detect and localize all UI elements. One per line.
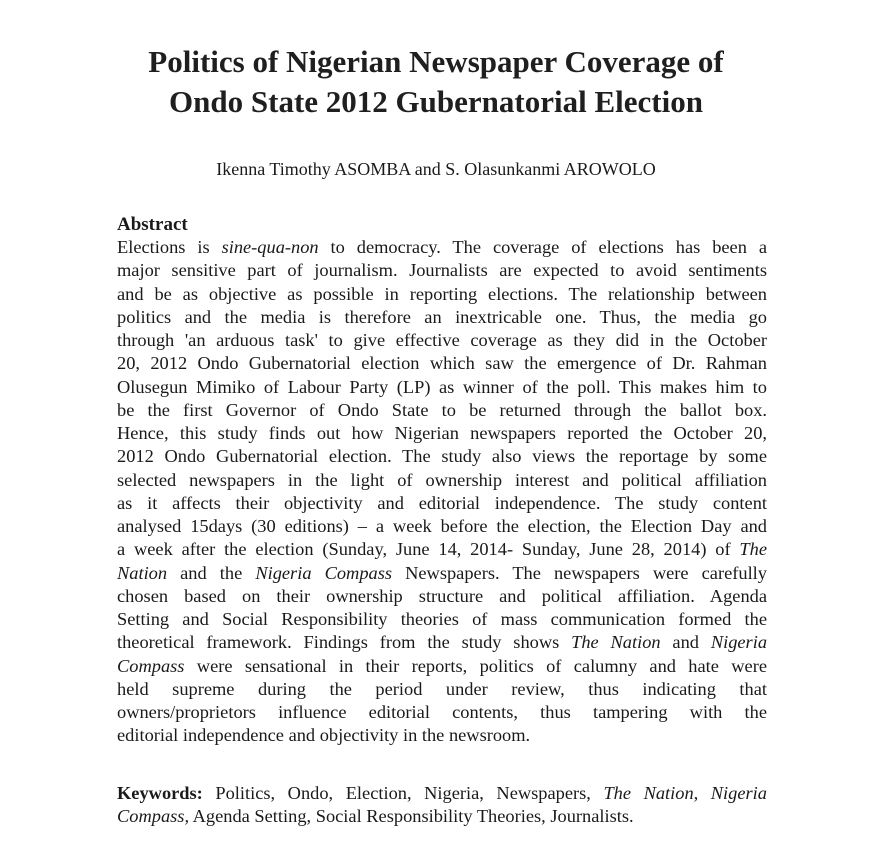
abstract-line: theoretical framework. Findings from the study shows The Nation and Nigeria (117, 632, 768, 653)
title-line-2: Ondo State 2012 Gubernatorial Election (169, 84, 703, 119)
abstract-line: selected newspapers in the light of ownership interest and political affiliation (117, 469, 767, 490)
abstract-line: held supreme during the period under review, thus indicating that (117, 678, 767, 699)
keywords-line: Keywords: Politics, Ondo, Election, Nigeria, Newspapers, The Nation, Nigeria (117, 783, 767, 803)
abstract-line: Nation and the Nigeria Compass Newspapers. The newspapers were carefully (117, 562, 767, 583)
abstract-line: as it affects their objectivity and editorial independence. The study content (117, 492, 767, 513)
abstract-line: 2012 Ondo Gubernatorial election. The study also views the reportage by some (117, 446, 767, 467)
abstract-line: a week after the election (Sunday, June 14, 2014- Sunday, June 28, 2014) of The (117, 539, 767, 560)
abstract-line: Hence, this study finds out how Nigerian newspapers reported the October 20, (117, 423, 767, 443)
keywords-line: Compass, Agenda Setting, Social Responsibility Theories, Journalists. (117, 806, 634, 827)
authors: Ikenna Timothy ASOMBA and S. Olasunkanmi AROWOLO (216, 159, 656, 179)
abstract-line: major sensitive part of journalism. Journalists are expected to avoid sentiments (117, 260, 767, 281)
abstract-heading: Abstract (117, 214, 188, 235)
title-line-1: Politics of Nigerian Newspaper Coverage of (148, 44, 724, 79)
paper-title (60, 42, 812, 122)
keywords-section (117, 782, 767, 829)
abstract-line: chosen based on their ownership structure and political affiliation. Agenda (117, 585, 767, 606)
keywords-label: Keywords: (117, 783, 203, 803)
abstract-line: and be as objective as possible in reporting elections. The relationship between (117, 283, 767, 304)
abstract-section (117, 213, 767, 748)
abstract-line: Setting and Social Responsibility theories of mass communication formed the (117, 609, 767, 629)
abstract-line: Compass were sensational in their reports, politics of calumny and hate were (117, 655, 767, 676)
abstract-line: politics and the media is therefore an inextricable one. Thus, the media go (117, 306, 767, 327)
abstract-line: be the first Governor of Ondo State to be returned through the ballot box. (117, 399, 767, 420)
abstract-line: Olusegun Mimiko of Labour Party (LP) as winner of the poll. This makes him to (117, 376, 767, 397)
abstract-line: editorial independence and objectivity in the newsroom. (117, 725, 531, 746)
abstract-line: owners/proprietors influence editorial contents, thus tampering with the (117, 702, 767, 722)
abstract-line: 20, 2012 Ondo Gubernatorial election which saw the emergence of Dr. Rahman (117, 353, 767, 374)
abstract-line: Elections is sine-qua-non to democracy. The coverage of elections has been a (117, 237, 767, 257)
abstract-body (117, 236, 767, 748)
abstract-line: through 'an arduous task' to give effective coverage as they did in the October (117, 330, 767, 350)
abstract-line: analysed 15days (30 editions) – a week before the election, the Election Day and (117, 516, 767, 536)
